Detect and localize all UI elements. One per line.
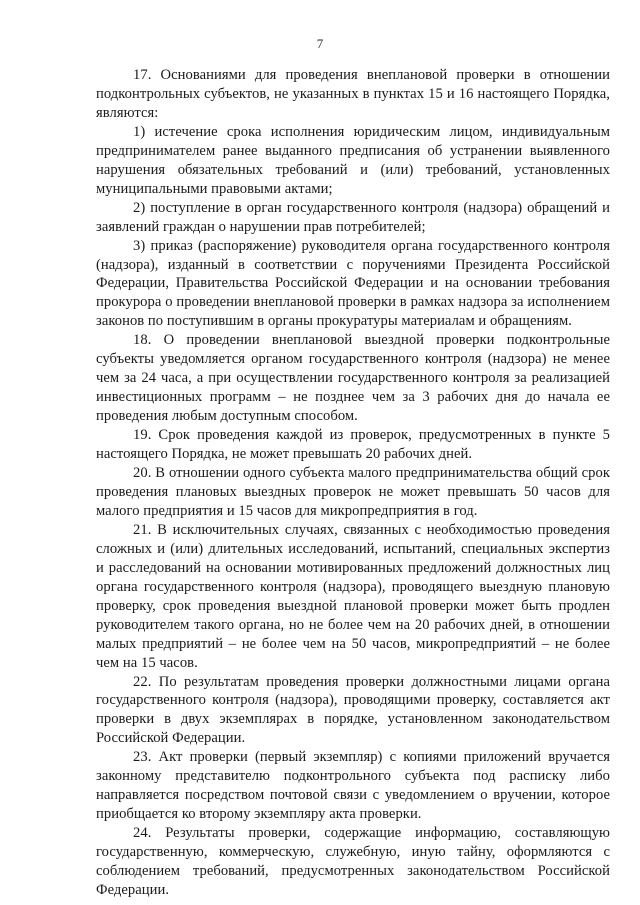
paragraph-24: 24. Результаты проверки, содержащие информацию, составляющую государственную, коммерческую, служебную, иную тайну, оформляются с соблюдением требований, предусмотренных законодательством Российской Федерации. [96, 825, 610, 898]
paragraph-19: 19. Срок проведения каждой из проверок, предусмотренных в пункте 5 настоящего Порядка, не может превышать 20 рабочих дней. [96, 427, 610, 463]
paragraph-22: 22. По результатам проведения проверки должностными лицами органа государственного контроля (надзора), проводящими проверку, составляется акт проверки в двух экземплярах в порядке, установленном законодательством Российской Федерации. [96, 673, 610, 747]
page-number: 7 [316, 36, 324, 51]
paragraph-17-item-2: 2) поступление в орган государственного контроля (надзора) обращений и заявлений граждан о нарушении прав потребителей; [96, 199, 610, 235]
paragraph-17-item-1: 1) истечение срока исполнения юридическим лицом, индивидуальным предпринимателем ранее выданного предписания об устранении выявленного нарушения обязательных требований и (или) требований, установленных муниципальными правовыми актами; [96, 123, 610, 197]
paragraph-23: 23. Акт проверки (первый экземпляр) с копиями приложений вручается законному представителю подконтрольного субъекта под расписку либо направляется посредством почтовой связи с уведомлением о вручении, которое приобщается ко второму экземпляру акта проверки. [96, 749, 610, 823]
paragraph-17-item-3: 3) приказ (распоряжение) руководителя органа государственного контроля (надзора), изданный в соответствии с поручениями Президента Российской Федерации, Правительства Российской Федерации и на основании требования прокурора о проведении внеплановой проверки в рамках надзора за исполнением законов по поступившим в органы прокуратуры материалам и обращениям. [96, 237, 610, 330]
document-body [96, 66, 610, 900]
paragraph-20: 20. В отношении одного субъекта малого предпринимательства общий срок проведения плановых выездных проверок не может превышать 50 часов для малого предприятия и 15 часов для микропредприятия в год. [96, 465, 610, 519]
paragraph-21: 21. В исключительных случаях, связанных с необходимостью проведения сложных и (или) длительных исследований, испытаний, специальных экспертиз и расследований на основании мотивированных предложений должностных лиц органа государственного контроля (надзора), проводящего выездную плановую проверку, срок проведения выездной плановой проверки может быть продлен руководителем такого органа, но не более чем на 20 рабочих дней, в отношении малых предприятий – не более чем на 50 часов, микропредприятий – не более чем на 15 часов. [96, 521, 610, 671]
paragraph-18: 18. О проведении внеплановой выездной проверки подконтрольные субъекты уведомляется органом государственного контроля (надзора) не менее чем за 24 часа, а при осуществлении государственного контроля за реализацией инвестиционных программ – не позднее чем за 3 рабочих дня до начала ее проведения любым доступным способом. [96, 332, 610, 425]
paragraph-17: 17. Основаниями для проведения внеплановой проверки в отношении подконтрольных субъектов, не указанных в пунктах 15 и 16 настоящего Порядка, являются: [96, 67, 610, 121]
